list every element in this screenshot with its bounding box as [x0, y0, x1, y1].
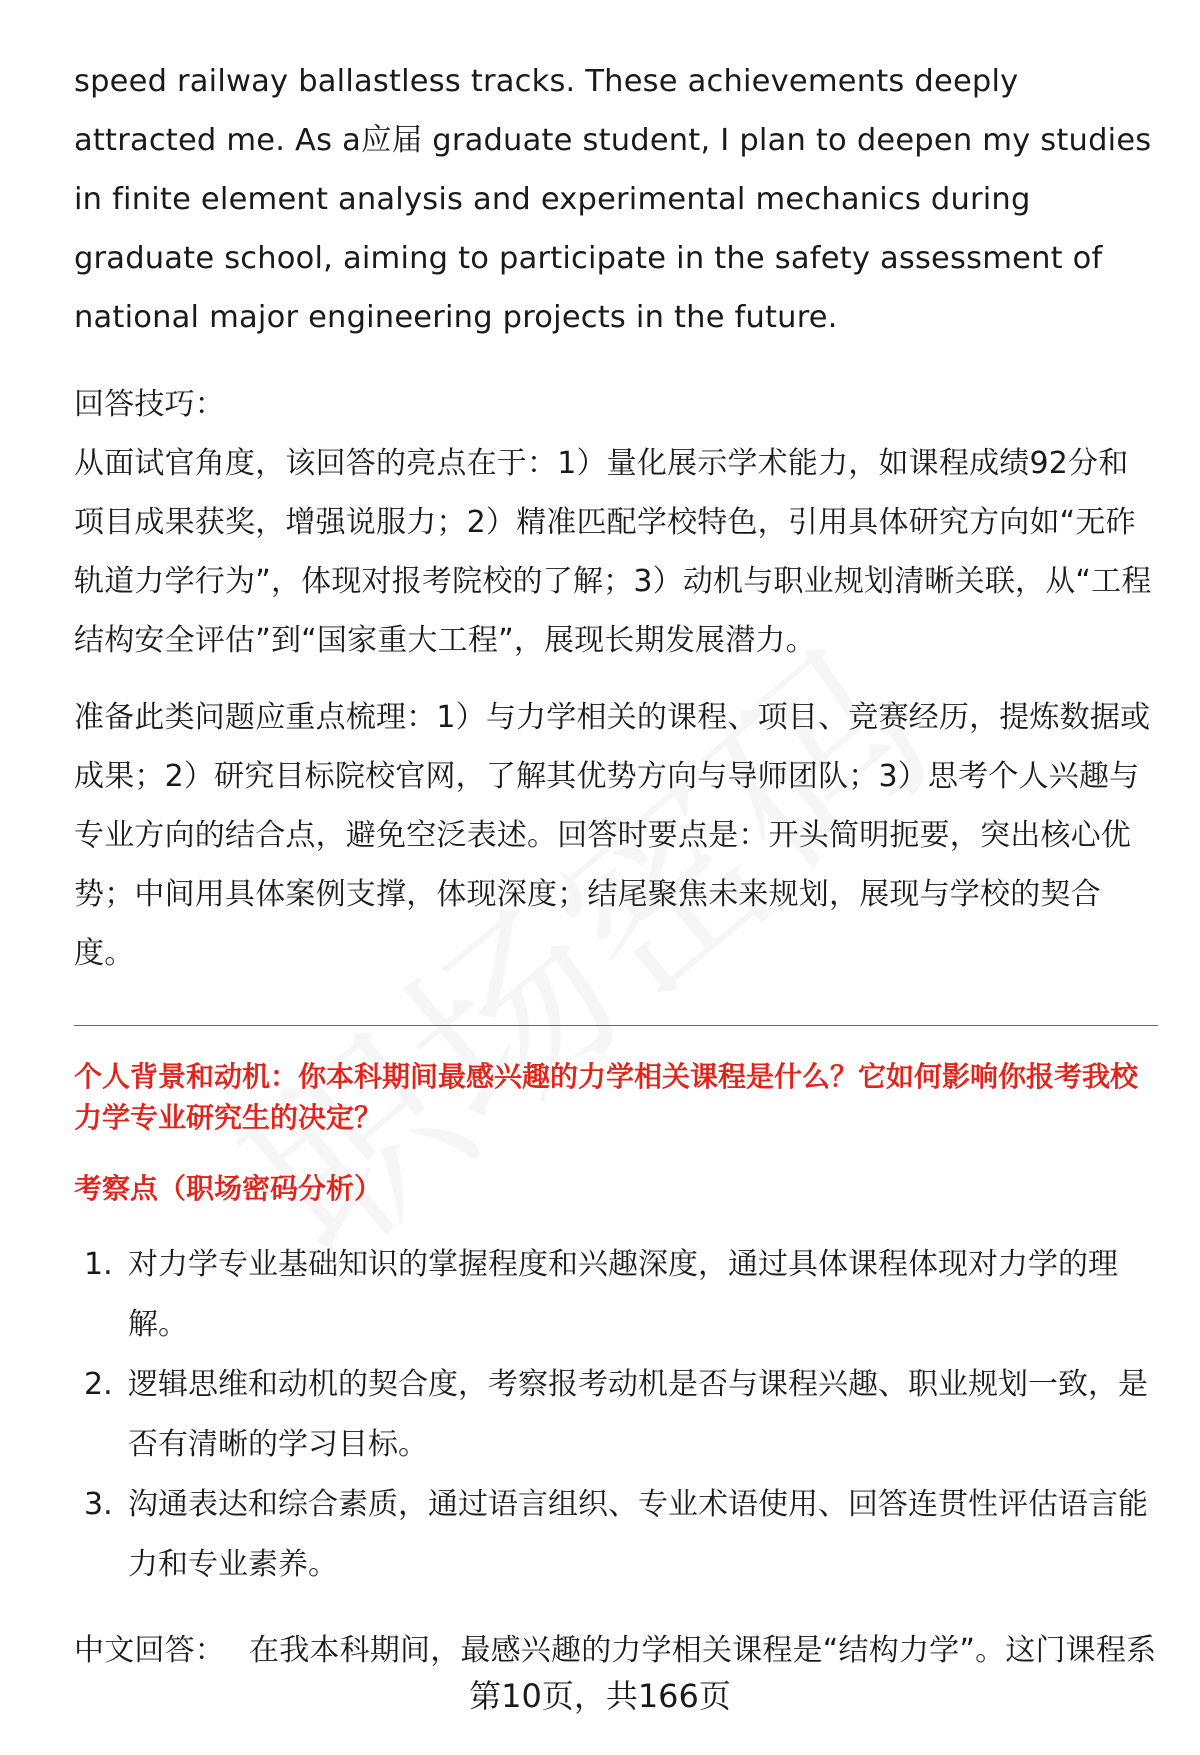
list-item-text: 沟通表达和综合素质，通过语言组织、专业术语使用、回答连贯性评估语言能力和专业素养。	[128, 1487, 1148, 1582]
list-item-number: 1.	[84, 1247, 113, 1282]
tips-label: 回答技巧：	[74, 387, 225, 422]
chinese-answer	[74, 1621, 1158, 1680]
intro-paragraph: speed railway ballastless tracks. These achievements deeply attracted me. As a应届 graduate student, I plan to deepen my studies in finite element analysis and experimental mechanics during graduate school, aiming to participate in the safety assessment of national major engineering projects in the future.	[74, 64, 1152, 335]
list-item	[74, 1355, 1158, 1475]
list-item	[74, 1235, 1158, 1355]
list-item	[74, 1475, 1158, 1595]
page-number-footer: 第10页，共166页	[469, 1677, 731, 1715]
answer-text: 在我本科期间，最感兴趣的力学相关课程是“结构力学”。这门课程系	[249, 1633, 1157, 1668]
assessment-points-heading: 考察点（职场密码分析）	[74, 1172, 383, 1205]
list-item-number: 2.	[84, 1367, 113, 1402]
tips-paragraph-2: 准备此类问题应重点梳理：1）与力学相关的课程、项目、竞赛经历，提炼数据或成果；2）研究目标院校官网，了解其优势方向与导师团队；3）思考个人兴趣与专业方向的结合点，避免空泛表述。回答时要点是：开头简明扼要，突出核心优势；中间用具体案例支撑，体现深度；结尾聚焦未来规划，展现与学校的契合度。	[74, 700, 1151, 971]
section-divider	[74, 1025, 1158, 1026]
list-item-number: 3.	[84, 1487, 113, 1522]
tips-paragraph-1: 从面试官角度，该回答的亮点在于：1）量化展示学术能力，如课程成绩92分和项目成果获奖，增强说服力；2）精准匹配学校特色，引用具体研究方向如“无砟轨道力学行为”，体现对报考院校的了解；3）动机与职业规划清晰关联，从“工程结构安全评估”到“国家重大工程”，展现长期发展潜力。	[74, 446, 1152, 658]
assessment-points-list	[74, 1235, 1158, 1595]
document-page	[74, 52, 1158, 1680]
answer-label: 中文回答：	[74, 1633, 225, 1668]
question-title: 个人背景和动机：你本科期间最感兴趣的力学相关课程是什么？它如何影响你报考我校力学专业研究生的决定？	[74, 1060, 1139, 1134]
list-item-text: 逻辑思维和动机的契合度，考察报考动机是否与课程兴趣、职业规划一致，是否有清晰的学习目标。	[128, 1367, 1148, 1462]
list-item-text: 对力学专业基础知识的掌握程度和兴趣深度，通过具体课程体现对力学的理解。	[128, 1247, 1118, 1342]
